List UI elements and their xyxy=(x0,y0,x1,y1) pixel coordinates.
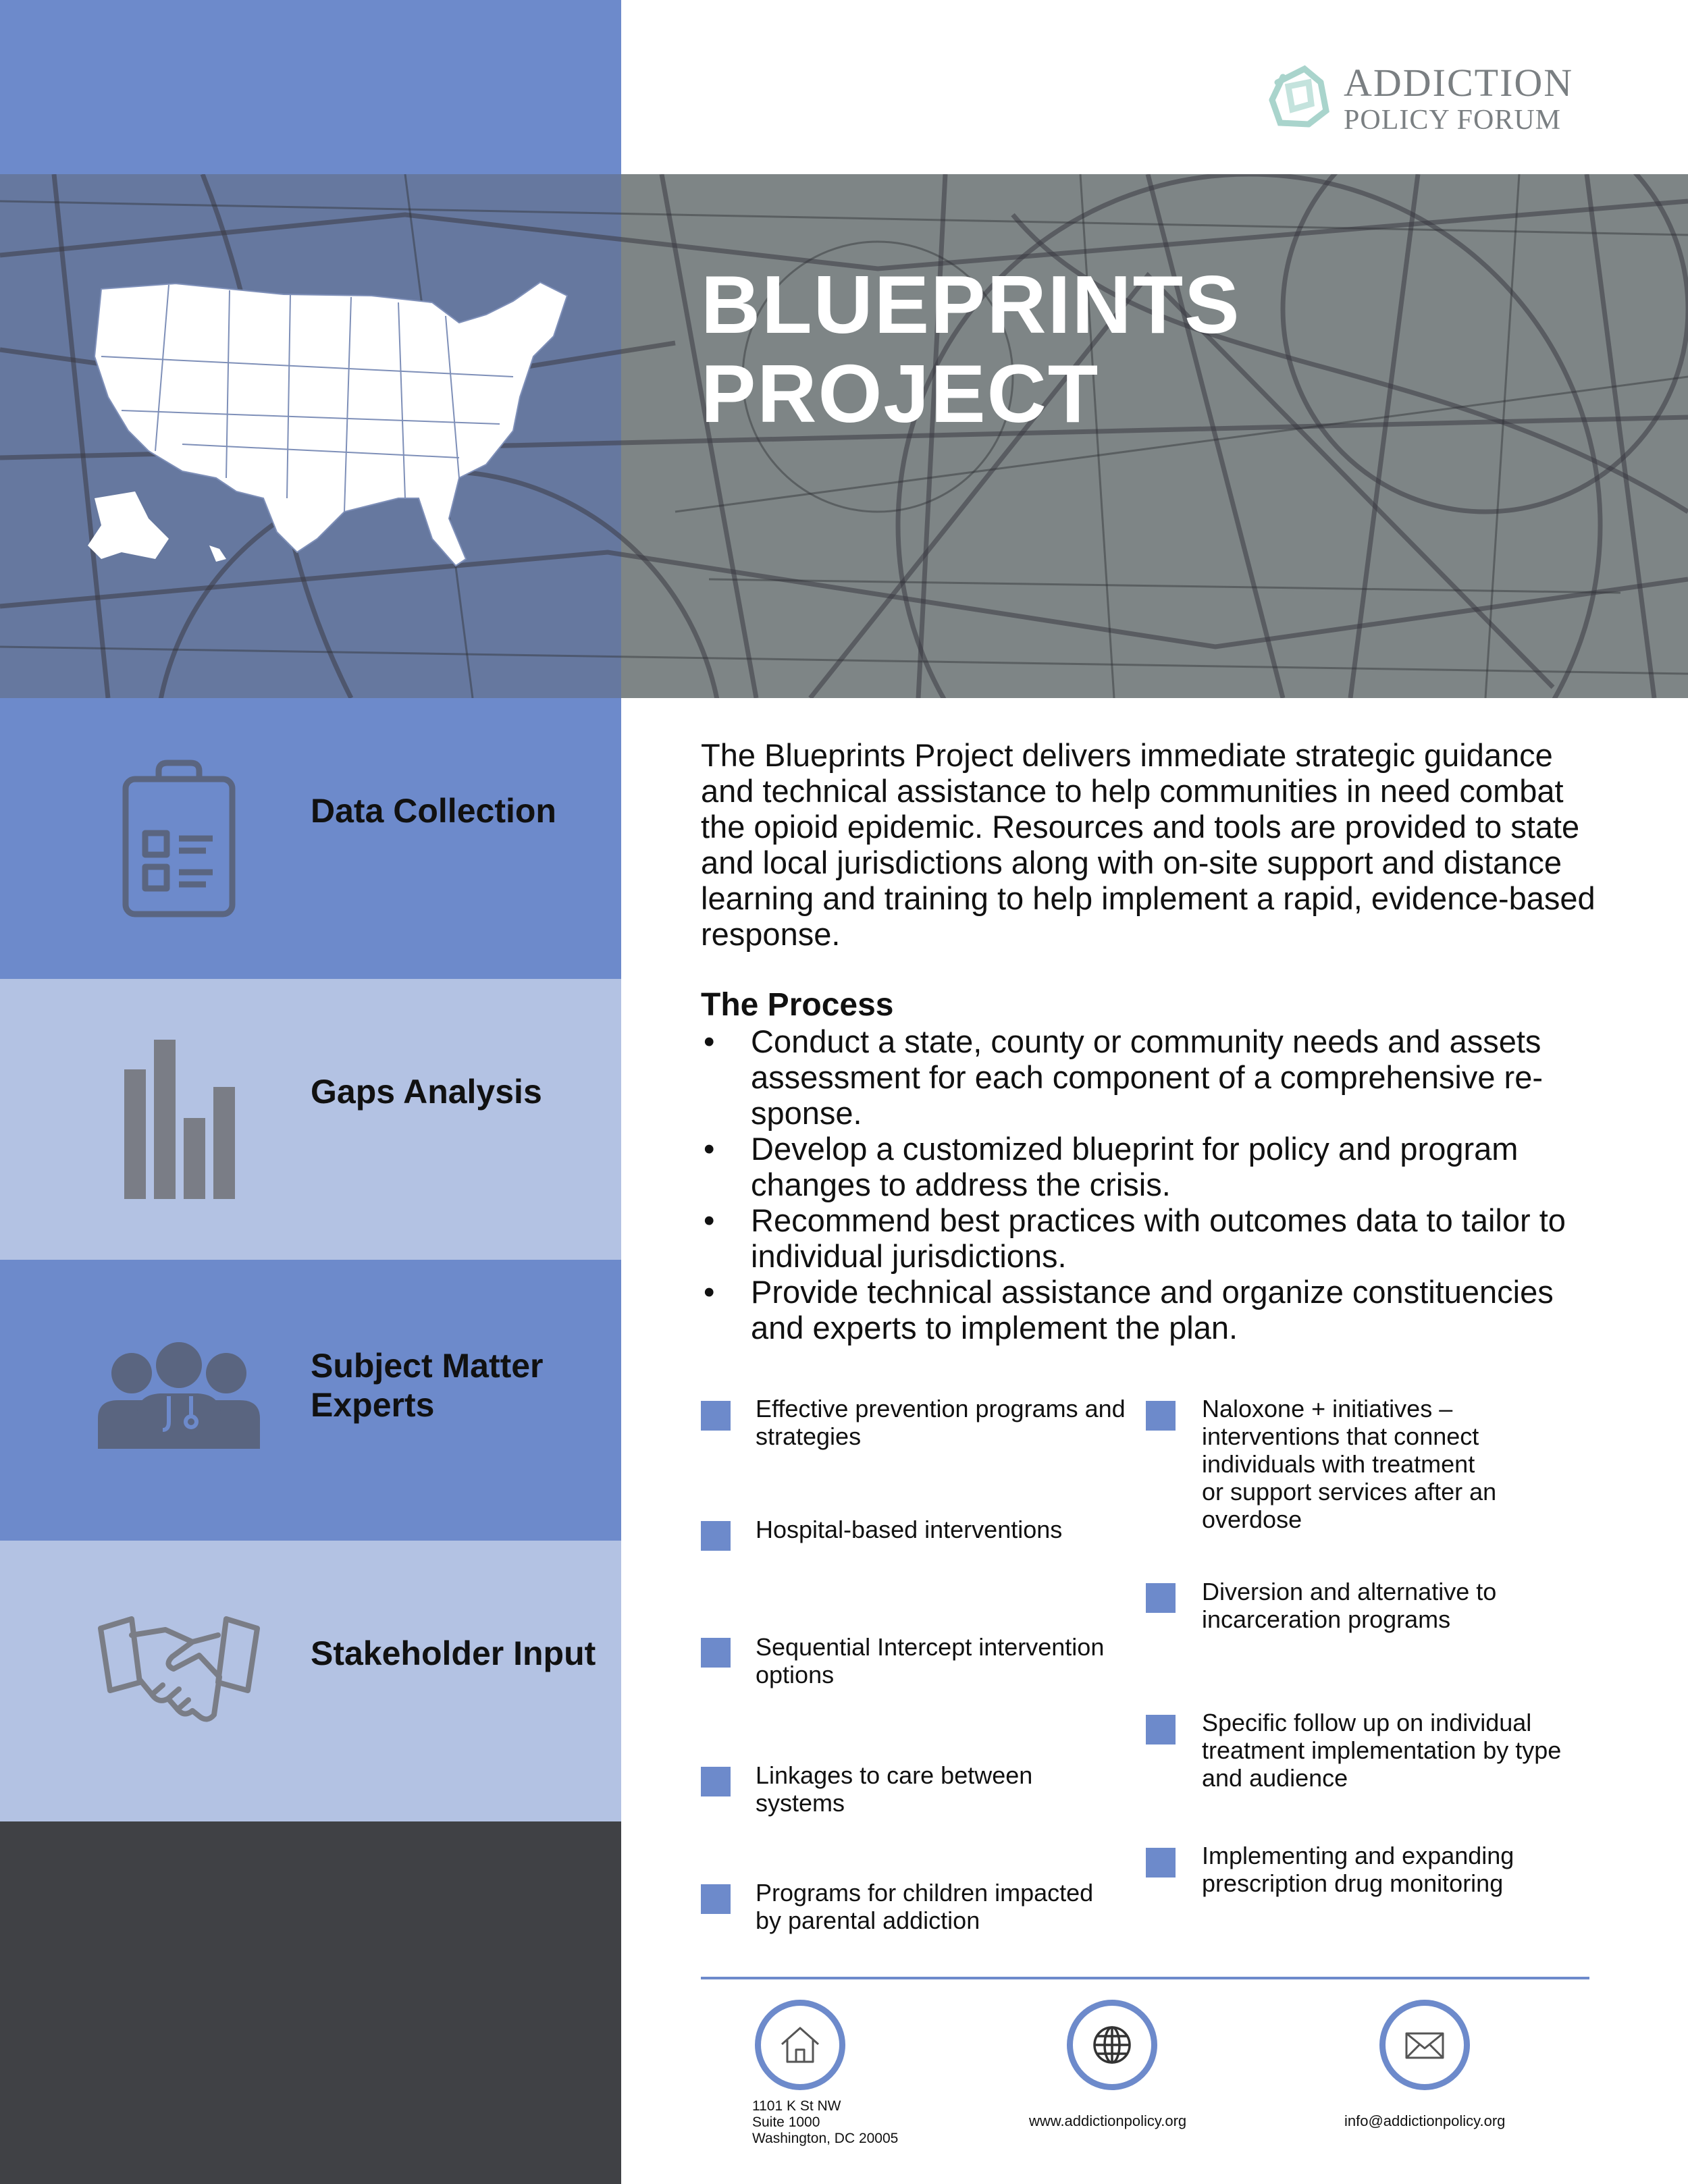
us-map xyxy=(81,275,581,593)
program-item-line: prescription drug monitoring xyxy=(1202,1869,1504,1897)
sidebar-item-label xyxy=(311,1346,544,1424)
envelope-icon[interactable] xyxy=(1379,2000,1470,2090)
program-item-line: systems xyxy=(756,1789,845,1817)
square-bullet-icon xyxy=(701,1521,731,1551)
logo-line2: POLICY FORUM xyxy=(1344,105,1561,136)
program-item-line: individuals with treatment xyxy=(1202,1450,1475,1478)
program-item-line: by parental addiction xyxy=(756,1907,980,1934)
program-item-line: or support services after an xyxy=(1202,1478,1497,1506)
square-bullet-icon xyxy=(1146,1401,1176,1431)
program-item xyxy=(756,1516,1140,1543)
intro-paragraph xyxy=(701,737,1619,952)
sidebar-item-label-line2: Experts xyxy=(311,1386,435,1424)
email-link[interactable]: info@addictionpolicy.org xyxy=(1344,2112,1506,2129)
hero-title xyxy=(701,260,1240,438)
process-bullet xyxy=(701,1131,1619,1202)
intro-line: and local jurisdictions along with on-site support and distance xyxy=(701,845,1562,880)
bullet-line: Provide technical assistance and organize constituencies xyxy=(751,1274,1554,1310)
program-item-line: Programs for children impacted xyxy=(756,1879,1094,1907)
bullet-icon: • xyxy=(704,1023,715,1059)
bullet-line: changes to address the crisis. xyxy=(751,1167,1171,1202)
program-item xyxy=(1202,1709,1587,1792)
intro-line: and technical assistance to help communities in need combat xyxy=(701,773,1564,809)
process-list xyxy=(701,1023,1619,1346)
intro-line: The Blueprints Project delivers immediate strategic guidance xyxy=(701,737,1553,773)
address-text xyxy=(752,2098,898,2147)
program-item-line: Specific follow up on individual xyxy=(1202,1709,1532,1736)
clipboard-icon xyxy=(122,759,236,922)
hero-title-line2: PROJECT xyxy=(701,348,1100,440)
address-line3: Washington, DC 20005 xyxy=(752,2131,899,2146)
process-bullet xyxy=(701,1274,1619,1346)
footer-divider xyxy=(701,1977,1589,1979)
house-icon xyxy=(755,2000,845,2090)
sidebar-item-label: Stakeholder Input xyxy=(311,1634,596,1672)
square-bullet-icon xyxy=(701,1884,731,1914)
program-item-line: and audience xyxy=(1202,1764,1348,1792)
intro-line: the opioid epidemic. Resources and tools are provided to state xyxy=(701,809,1580,845)
program-item-line: Naloxone + initiatives – xyxy=(1202,1395,1453,1422)
program-item-line: overdose xyxy=(1202,1506,1302,1533)
bullet-line: Develop a customized blueprint for policy and program xyxy=(751,1131,1519,1167)
program-item xyxy=(756,1633,1140,1688)
program-item-line: interventions that connect xyxy=(1202,1422,1479,1450)
sidebar-footer-block xyxy=(0,1821,621,2184)
bullet-line: and experts to implement the plan. xyxy=(751,1310,1238,1346)
sidebar-item-stakeholder-input xyxy=(0,1541,621,1821)
bar-chart-icon xyxy=(123,1040,238,1202)
program-item-line: Implementing and expanding xyxy=(1202,1842,1514,1869)
square-bullet-icon xyxy=(701,1767,731,1796)
sidebar-item-subject-matter-experts xyxy=(0,1260,621,1541)
handshake-icon xyxy=(98,1615,260,1747)
sidebar-item-label: Data Collection xyxy=(311,792,556,830)
bullet-icon: • xyxy=(704,1274,715,1310)
website-link[interactable]: www.addictionpolicy.org xyxy=(1029,2112,1187,2129)
square-bullet-icon xyxy=(1146,1715,1176,1744)
square-bullet-icon xyxy=(1146,1583,1176,1613)
bullet-line: individual jurisdictions. xyxy=(751,1238,1067,1274)
logo-line1: ADDICTION xyxy=(1344,61,1574,105)
square-bullet-icon xyxy=(701,1401,731,1431)
bullet-line: Recommend best practices with outcomes data to tailor to xyxy=(751,1202,1566,1238)
sidebar-item-data-collection xyxy=(0,698,621,979)
intro-line: learning and training to help implement a rapid, evidence-based xyxy=(701,880,1595,916)
program-item-line: Linkages to care between xyxy=(756,1761,1033,1789)
bullet-icon: • xyxy=(704,1131,715,1167)
square-bullet-icon xyxy=(1146,1848,1176,1877)
globe-icon[interactable] xyxy=(1067,2000,1157,2090)
bullet-line: Conduct a state, county or community needs and assets xyxy=(751,1023,1541,1059)
program-item-line: treatment implementation by type xyxy=(1202,1736,1562,1764)
header-blue-block xyxy=(0,0,621,174)
sidebar-item-label: Gaps Analysis xyxy=(311,1073,542,1111)
program-item-line: Hospital-based interventions xyxy=(756,1516,1063,1543)
program-item-line: Sequential Intercept intervention xyxy=(756,1633,1105,1661)
bullet-icon: • xyxy=(704,1202,715,1238)
sidebar-item-gaps-analysis xyxy=(0,979,621,1260)
people-icon xyxy=(98,1341,260,1452)
program-item xyxy=(756,1879,1140,1934)
program-item xyxy=(1202,1842,1587,1897)
program-item-line: Diversion and alternative to xyxy=(1202,1578,1497,1605)
process-bullet xyxy=(701,1023,1619,1131)
bullet-line: assessment for each component of a comprehensive re- xyxy=(751,1059,1543,1095)
bullet-line: sponse. xyxy=(751,1095,862,1131)
address-line1: 1101 K St NW xyxy=(752,2098,841,2114)
address-line2: Suite 1000 xyxy=(752,2114,820,2130)
program-item xyxy=(756,1761,1140,1817)
pinwheel-logo-icon xyxy=(1264,62,1334,136)
process-heading: The Process xyxy=(701,987,894,1023)
square-bullet-icon xyxy=(701,1638,731,1668)
hero-title-line1: BLUEPRINTS xyxy=(701,259,1241,350)
program-item xyxy=(756,1395,1140,1450)
program-item xyxy=(1202,1395,1587,1533)
intro-line: response. xyxy=(701,916,841,952)
program-item-line: options xyxy=(756,1661,835,1688)
process-bullet xyxy=(701,1202,1619,1274)
sidebar-item-label-line1: Subject Matter xyxy=(311,1347,544,1385)
program-item-line: strategies xyxy=(756,1422,862,1450)
program-item xyxy=(1202,1578,1587,1633)
program-item-line: incarceration programs xyxy=(1202,1605,1451,1633)
logo-wordmark xyxy=(1344,62,1573,136)
program-item-line: Effective prevention programs and xyxy=(756,1395,1126,1422)
